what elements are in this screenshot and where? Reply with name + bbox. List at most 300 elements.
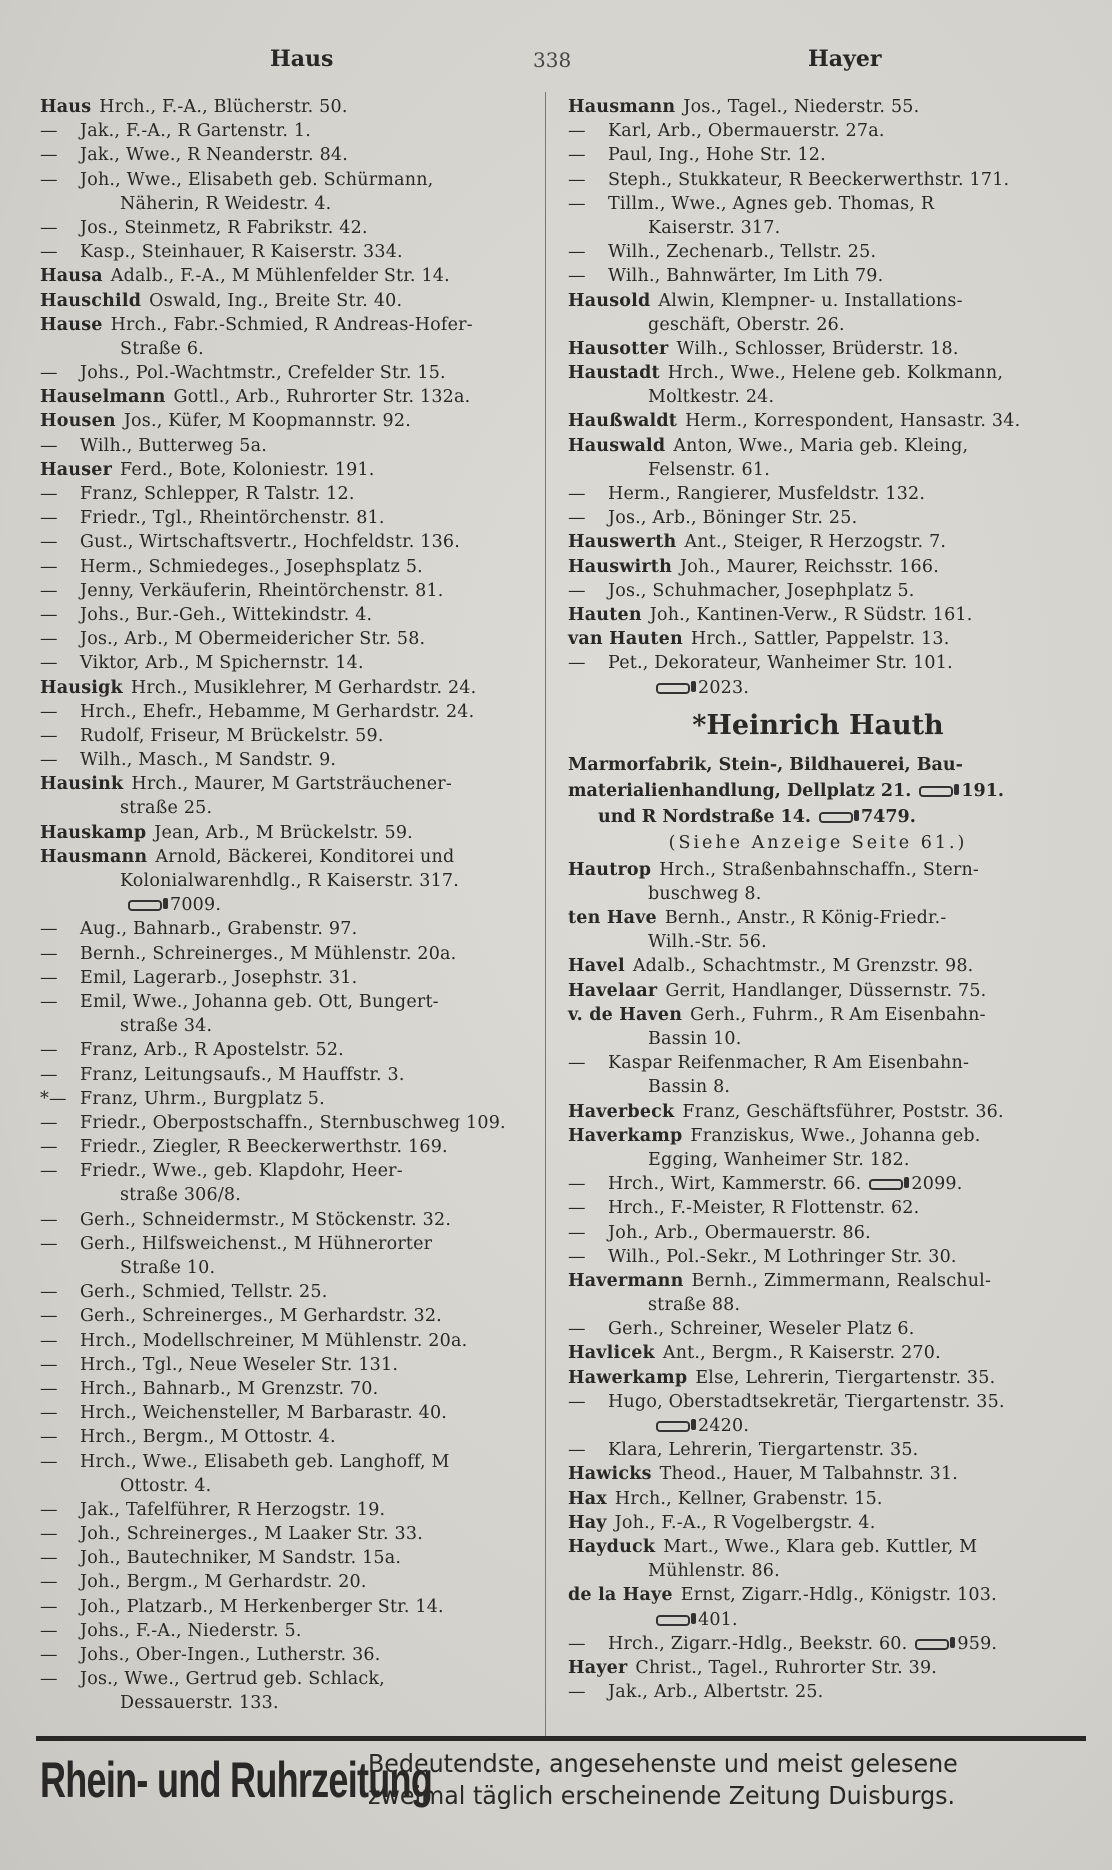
telephone-receiver-icon bbox=[656, 683, 690, 694]
entry-text: Else, Lehrerin, Tiergartenstr. 35. bbox=[695, 1367, 996, 1388]
directory-entry-line bbox=[568, 882, 1068, 906]
repeat-dash: — bbox=[40, 1451, 58, 1472]
entry-surname: v. de Haven bbox=[568, 1004, 683, 1025]
repeat-dash: — bbox=[40, 1403, 58, 1424]
directory-entry-line bbox=[40, 1038, 540, 1062]
entry-text: Ottostr. 4. bbox=[120, 1475, 212, 1496]
entry-text: Wilh., Masch., M Sandstr. 9. bbox=[80, 750, 337, 771]
directory-entry-line bbox=[40, 1087, 540, 1111]
entry-text: Mart., Wwe., Klara geb. Kuttler, M bbox=[663, 1536, 978, 1557]
directory-entry-line bbox=[568, 1051, 1068, 1075]
telephone-receiver-icon bbox=[656, 1615, 690, 1626]
entry-text: Mühlenstr. 86. bbox=[648, 1561, 780, 1582]
entry-text: Theod., Hauer, M Talbahnstr. 31. bbox=[659, 1464, 959, 1485]
directory-entry-line bbox=[40, 1450, 540, 1474]
entry-text: Bernh., Schreinerges., M Mühlenstr. 20a. bbox=[80, 943, 457, 964]
entry-text: Moltkestr. 24. bbox=[648, 387, 775, 408]
entry-surname: Hawerkamp bbox=[568, 1367, 688, 1388]
directory-entry-line bbox=[40, 1401, 540, 1425]
directory-entry-line bbox=[40, 1353, 540, 1377]
entry-text: Wilh., Butterweg 5a. bbox=[80, 435, 267, 456]
entry-text: Bassin 8. bbox=[648, 1077, 731, 1098]
entry-text: Christ., Tagel., Ruhrorter Str. 39. bbox=[635, 1657, 938, 1678]
directory-entry-line bbox=[40, 1595, 540, 1619]
directory-entry-line bbox=[40, 845, 540, 869]
telephone-receiver-icon bbox=[919, 786, 953, 797]
entry-text: Tillm., Wwe., Agnes geb. Thomas, R bbox=[608, 193, 935, 214]
repeat-dash: — bbox=[568, 1633, 586, 1654]
directory-entry-line bbox=[568, 1680, 1068, 1704]
directory-entry-line bbox=[568, 143, 1068, 167]
ad-phone: 191. bbox=[961, 780, 1004, 801]
directory-entry-line bbox=[568, 1608, 1068, 1632]
entry-text: geschäft, Oberstr. 26. bbox=[648, 314, 845, 335]
directory-entry-line bbox=[40, 966, 540, 990]
directory-entry-line bbox=[40, 1232, 540, 1256]
entry-text: Gerh., Schreiner, Weseler Platz 6. bbox=[608, 1319, 915, 1340]
entry-text: Hrch., Modellschreiner, M Mühlenstr. 20a. bbox=[80, 1330, 468, 1351]
directory-entry-line bbox=[568, 458, 1068, 482]
directory-entry-line bbox=[40, 1498, 540, 1522]
entry-text: Straße 6. bbox=[120, 338, 204, 359]
entry-text: Joh., F.-A., R Vogelbergstr. 4. bbox=[614, 1512, 876, 1533]
directory-entry-line bbox=[40, 1159, 540, 1183]
entry-surname: van Hauten bbox=[568, 629, 683, 650]
repeat-dash: — bbox=[40, 1524, 58, 1545]
directory-entry-line bbox=[40, 1425, 540, 1449]
entry-text: Joh., Platzarb., M Herkenberger Str. 14. bbox=[80, 1596, 444, 1617]
entry-surname: Hayer bbox=[568, 1657, 628, 1678]
right-column bbox=[568, 95, 1068, 1704]
directory-entry-line bbox=[40, 216, 540, 240]
directory-entry-line bbox=[40, 796, 540, 820]
entry-text: Näherin, R Weidestr. 4. bbox=[120, 193, 332, 214]
entry-text: Emil, Lagerarb., Josephstr. 31. bbox=[80, 967, 358, 988]
entry-text: Jak., Wwe., R Neanderstr. 84. bbox=[80, 145, 349, 166]
entry-surname: Havermann bbox=[568, 1270, 684, 1291]
entry-text: Franz, Schlepper, R Talstr. 12. bbox=[80, 484, 355, 504]
entry-text: Hrch., Wwe., Helene geb. Kolkmann, bbox=[667, 363, 1004, 384]
entry-surname: Hauschild bbox=[40, 290, 142, 311]
directory-entry-line bbox=[568, 979, 1068, 1003]
directory-entry-line bbox=[40, 482, 540, 506]
directory-entry-line bbox=[40, 289, 540, 313]
entry-surname: Hausmann bbox=[568, 97, 676, 117]
entry-text: Gottl., Arb., Ruhrorter Str. 132a. bbox=[173, 387, 471, 408]
entry-surname: Hayduck bbox=[568, 1536, 656, 1557]
directory-entry-line bbox=[568, 858, 1068, 882]
entry-text: Franziskus, Wwe., Johanna geb. bbox=[690, 1125, 981, 1146]
entry-text: Hrch., Maurer, M Gartsträuchener- bbox=[131, 774, 452, 795]
entry-text: straße 34. bbox=[120, 1016, 213, 1037]
directory-entry-line bbox=[40, 1135, 540, 1159]
directory-entry-line bbox=[568, 627, 1068, 651]
directory-entry-line bbox=[568, 168, 1068, 192]
repeat-dash: — bbox=[40, 1161, 58, 1182]
directory-entry-line bbox=[40, 942, 540, 966]
repeat-dash: — bbox=[568, 1053, 586, 1074]
repeat-dash: — bbox=[568, 1246, 586, 1267]
repeat-dash: — bbox=[568, 1440, 586, 1461]
entry-text: Hrch., Weichensteller, M Barbarastr. 40. bbox=[80, 1403, 448, 1424]
directory-entry-line bbox=[40, 1063, 540, 1087]
directory-entry-line bbox=[568, 1511, 1068, 1535]
directory-entry-line bbox=[568, 289, 1068, 313]
directory-entry-line bbox=[568, 1414, 1068, 1438]
entry-text: Wilh., Bahnwärter, Im Lith 79. bbox=[608, 266, 884, 287]
directory-entry-line bbox=[568, 651, 1068, 675]
directory-entry-line bbox=[40, 1522, 540, 1546]
right-column-entries-top bbox=[568, 95, 1068, 700]
directory-entry-line bbox=[40, 313, 540, 337]
repeat-dash: — bbox=[40, 169, 58, 190]
entry-text: Hrch., Straßenbahnschaffn., Stern- bbox=[659, 859, 980, 880]
directory-entry-line bbox=[40, 95, 540, 119]
directory-entry-line bbox=[40, 627, 540, 651]
entry-surname: Hautrop bbox=[568, 859, 652, 880]
entry-text: Franz, Uhrm., Burgplatz 5. bbox=[80, 1088, 325, 1109]
entry-text: Kaspar Reifenmacher, R Am Eisenbahn- bbox=[608, 1053, 970, 1074]
directory-entry-line bbox=[40, 143, 540, 167]
phone-number: 7009. bbox=[170, 895, 222, 916]
repeat-dash: — bbox=[40, 943, 58, 964]
telephone-receiver-icon bbox=[915, 1639, 949, 1650]
entry-text: Herm., Schmiedeges., Josephsplatz 5. bbox=[80, 556, 423, 577]
entry-text: Adalb., Schachtmstr., M Grenzstr. 98. bbox=[632, 956, 974, 977]
entry-text: Egging, Wanheimer Str. 182. bbox=[648, 1149, 910, 1170]
repeat-dash: — bbox=[568, 1319, 586, 1340]
directory-entry-line bbox=[568, 482, 1068, 506]
directory-entry-line bbox=[40, 603, 540, 627]
page-number: 338 bbox=[533, 48, 572, 72]
directory-entry-line bbox=[568, 434, 1068, 458]
entry-text: Hugo, Oberstadtsekretär, Tiergartenstr. 35. bbox=[608, 1391, 1005, 1412]
directory-entry-line bbox=[40, 1377, 540, 1401]
entry-surname: Haverkamp bbox=[568, 1125, 683, 1146]
directory-entry-line bbox=[40, 119, 540, 143]
newspaper-name: Rhein- und Ruhrzeitung bbox=[40, 1752, 433, 1808]
left-column bbox=[40, 95, 540, 1716]
telephone-receiver-icon bbox=[128, 900, 162, 911]
entry-text: Kolonialwarenhdlg., R Kaiserstr. 317. bbox=[120, 871, 460, 891]
phone-number: 401. bbox=[698, 1609, 738, 1630]
directory-entry-line bbox=[568, 1196, 1068, 1220]
entry-text: Herm., Korrespondent, Hansastr. 34. bbox=[685, 411, 1021, 432]
directory-entry-line bbox=[568, 676, 1068, 700]
repeat-dash: — bbox=[40, 217, 58, 238]
repeat-dash: — bbox=[40, 967, 58, 988]
entry-surname: Hausold bbox=[568, 290, 651, 311]
ad-title: *Heinrich Hauth bbox=[692, 709, 944, 741]
entry-text: Joh., Arb., Obermauerstr. 86. bbox=[608, 1222, 871, 1243]
right-running-head: Hayer bbox=[808, 46, 882, 72]
column-divider bbox=[545, 92, 546, 1737]
entry-surname: Havel bbox=[568, 956, 625, 977]
entry-text: Hrch., Sattler, Pappelstr. 13. bbox=[690, 629, 950, 650]
entry-text: Hrch., F.-Meister, R Flottenstr. 62. bbox=[608, 1198, 920, 1219]
directory-entry-line bbox=[40, 385, 540, 409]
directory-entry-line bbox=[40, 1691, 540, 1715]
repeat-dash: — bbox=[40, 1499, 58, 1520]
repeat-dash: — bbox=[40, 1378, 58, 1399]
entry-text: straße 306/8. bbox=[120, 1185, 242, 1206]
directory-entry-line bbox=[568, 409, 1068, 433]
entry-surname: Hauswirth bbox=[568, 556, 672, 577]
ad-text: materialienhandlung, Dellplatz 21. bbox=[568, 780, 912, 801]
directory-entry-line bbox=[40, 700, 540, 724]
directory-entry-line bbox=[40, 434, 540, 458]
directory-entry-line bbox=[40, 530, 540, 554]
ad-line bbox=[568, 804, 1068, 830]
directory-entry-line bbox=[568, 603, 1068, 627]
repeat-dash: — bbox=[40, 1596, 58, 1617]
directory-entry-line bbox=[40, 264, 540, 288]
directory-entry-line bbox=[40, 1304, 540, 1328]
directory-entry-line bbox=[40, 240, 540, 264]
entry-text: Joh., Bergm., M Gerhardstr. 20. bbox=[80, 1572, 367, 1593]
directory-entry-line bbox=[40, 555, 540, 579]
repeat-dash: — bbox=[40, 532, 58, 553]
repeat-dash: — bbox=[40, 121, 58, 142]
directory-entry-line bbox=[568, 1341, 1068, 1365]
phone-number: 959. bbox=[957, 1633, 998, 1654]
directory-entry-line bbox=[568, 1438, 1068, 1462]
directory-entry-line bbox=[40, 1546, 540, 1570]
repeat-dash: — bbox=[40, 991, 58, 1012]
entry-surname: Haußwaldt bbox=[568, 411, 678, 432]
repeat-dash: — bbox=[568, 508, 586, 529]
directory-entry-line bbox=[40, 1111, 540, 1135]
entry-text: Franz, Leitungsaufs., M Hauffstr. 3. bbox=[80, 1064, 405, 1085]
entry-text: Joh., Maurer, Reichsstr. 166. bbox=[680, 556, 939, 577]
left-running-head: Haus bbox=[270, 46, 334, 72]
directory-entry-line bbox=[40, 893, 540, 917]
entry-surname: Hauswald bbox=[568, 435, 666, 456]
directory-entry-line bbox=[40, 990, 540, 1014]
slogan-line: Bedeutendste, angesehenste und meist gelesene bbox=[368, 1749, 958, 1778]
entry-surname: Hax bbox=[568, 1488, 607, 1509]
ad-note: (Siehe Anzeige Seite 61.) bbox=[668, 832, 968, 853]
directory-entry-line bbox=[568, 313, 1068, 337]
directory-entry-line bbox=[568, 1269, 1068, 1293]
directory-entry-line bbox=[40, 917, 540, 941]
repeat-dash: — bbox=[40, 508, 58, 529]
entry-text: Kaiserstr. 317. bbox=[648, 217, 781, 238]
directory-entry-line bbox=[40, 772, 540, 796]
directory-entry-line bbox=[568, 906, 1068, 930]
ad-line bbox=[568, 778, 1068, 804]
repeat-dash: — bbox=[568, 1682, 586, 1703]
directory-entry-line bbox=[40, 192, 540, 216]
entry-text: Gerh., Schmied, Tellstr. 25. bbox=[80, 1282, 328, 1303]
entry-text: Adalb., F.-A., M Mühlenfelder Str. 14. bbox=[110, 266, 450, 287]
directory-entry-line bbox=[568, 506, 1068, 530]
entry-text: Johs., Bur.-Geh., Wittekindstr. 4. bbox=[80, 604, 373, 625]
entry-surname: Hausigk bbox=[40, 677, 123, 698]
directory-entry-line bbox=[40, 676, 540, 700]
entry-text: Oswald, Ing., Breite Str. 40. bbox=[149, 290, 403, 311]
repeat-dash: — bbox=[568, 1391, 586, 1412]
newspaper-slogan bbox=[368, 1748, 958, 1812]
directory-entry-line bbox=[40, 1329, 540, 1353]
entry-text: Hrch., Fabr.-Schmied, R Andreas-Hofer- bbox=[110, 314, 473, 335]
directory-entry-line bbox=[40, 168, 540, 192]
directory-entry-line bbox=[568, 1632, 1068, 1656]
entry-surname: ten Have bbox=[568, 908, 657, 929]
directory-entry-line bbox=[568, 1148, 1068, 1172]
directory-entry-line bbox=[568, 555, 1068, 579]
repeat-dash: — bbox=[568, 1174, 586, 1195]
ad-text: und R Nordstraße 14. bbox=[598, 806, 811, 827]
directory-entry-line bbox=[568, 1100, 1068, 1124]
entry-surname: Hausink bbox=[40, 774, 124, 795]
repeat-dash: — bbox=[40, 701, 58, 722]
repeat-dash: — bbox=[40, 1137, 58, 1158]
entry-text: buschweg 8. bbox=[648, 883, 762, 904]
directory-entry-line bbox=[40, 821, 540, 845]
entry-text: Felsenstr. 61. bbox=[648, 459, 770, 480]
directory-entry-line bbox=[568, 264, 1068, 288]
entry-text: Steph., Stukkateur, R Beeckerwerthstr. 171. bbox=[608, 169, 1010, 190]
repeat-dash: *— bbox=[40, 1088, 67, 1109]
entry-text: Joh., Kantinen-Verw., R Südstr. 161. bbox=[649, 604, 973, 625]
repeat-dash: — bbox=[40, 484, 58, 504]
entry-text: Franz, Geschäftsführer, Poststr. 36. bbox=[682, 1101, 1004, 1122]
repeat-dash: — bbox=[40, 363, 58, 384]
repeat-dash: — bbox=[568, 484, 586, 504]
entry-text: Gust., Wirtschaftsvertr., Hochfeldstr. 136. bbox=[80, 532, 461, 553]
entry-text: Alwin, Klempner- u. Installations- bbox=[658, 290, 963, 311]
entry-surname: Hauser bbox=[40, 459, 113, 480]
repeat-dash: — bbox=[40, 629, 58, 650]
entry-text: Friedr., Ziegler, R Beeckerwerthstr. 169. bbox=[80, 1137, 448, 1158]
telephone-receiver-icon bbox=[656, 1421, 690, 1432]
directory-entry-line bbox=[40, 337, 540, 361]
directory-entry-line bbox=[568, 930, 1068, 954]
directory-entry-line bbox=[568, 385, 1068, 409]
entry-text: Jos., Schuhmacher, Josephplatz 5. bbox=[608, 580, 915, 601]
directory-entry-line bbox=[568, 1293, 1068, 1317]
entry-text: Hrch., F.-A., Blücherstr. 50. bbox=[99, 97, 348, 117]
repeat-dash: — bbox=[40, 145, 58, 166]
repeat-dash: — bbox=[568, 169, 586, 190]
repeat-dash: — bbox=[40, 580, 58, 601]
entry-surname: Hausa bbox=[40, 266, 103, 287]
entry-surname: Hauselmann bbox=[40, 387, 166, 408]
entry-text: Friedr., Oberpostschaffn., Sternbuschweg 109. bbox=[80, 1112, 506, 1133]
repeat-dash: — bbox=[40, 1669, 58, 1690]
entry-text: Kasp., Steinhauer, R Kaiserstr. 334. bbox=[80, 242, 403, 263]
repeat-dash: — bbox=[40, 242, 58, 263]
entry-text: Gerh., Schneidermstr., M Stöckenstr. 32. bbox=[80, 1209, 452, 1230]
directory-entry-line bbox=[568, 1583, 1068, 1607]
entry-surname: Hausmann bbox=[40, 846, 148, 867]
directory-entry-line bbox=[568, 1390, 1068, 1414]
entry-surname: Haustadt bbox=[568, 363, 660, 384]
entry-text: Jos., Tagel., Niederstr. 55. bbox=[683, 97, 920, 117]
directory-entry-line bbox=[568, 1535, 1068, 1559]
directory-entry-line bbox=[40, 1280, 540, 1304]
directory-entry-line bbox=[568, 1487, 1068, 1511]
directory-entry-line bbox=[568, 361, 1068, 385]
directory-entry-line bbox=[568, 579, 1068, 603]
entry-surname: Hawicks bbox=[568, 1464, 652, 1485]
directory-entry-line bbox=[40, 506, 540, 530]
entry-text: Johs., F.-A., Niederstr. 5. bbox=[80, 1620, 302, 1641]
entry-text: Dessauerstr. 133. bbox=[120, 1693, 279, 1714]
ad-phone: 7479. bbox=[861, 806, 916, 827]
entry-surname: Hauskamp bbox=[40, 822, 147, 843]
entry-text: Ant., Steiger, R Herzogstr. 7. bbox=[684, 532, 947, 553]
repeat-dash: — bbox=[40, 1112, 58, 1133]
entry-text: Ant., Bergm., R Kaiserstr. 270. bbox=[662, 1343, 941, 1364]
entry-text: Joh., Bautechniker, M Sandstr. 15a. bbox=[80, 1548, 402, 1569]
directory-entry-line bbox=[568, 1075, 1068, 1099]
entry-text: Jak., F.-A., R Gartenstr. 1. bbox=[80, 121, 312, 142]
repeat-dash: — bbox=[40, 604, 58, 625]
entry-text: Hrch., Bahnarb., M Grenzstr. 70. bbox=[80, 1378, 379, 1399]
entry-text: Ernst, Zigarr.-Hdlg., Königstr. 103. bbox=[680, 1585, 997, 1606]
entry-text: straße 25. bbox=[120, 798, 213, 819]
entry-text: Hrch., Ehefr., Hebamme, M Gerhardstr. 24. bbox=[80, 701, 475, 722]
directory-entry-line bbox=[568, 954, 1068, 978]
repeat-dash: — bbox=[40, 1572, 58, 1593]
directory-entry-line bbox=[568, 1027, 1068, 1051]
directory-entry-line bbox=[40, 1208, 540, 1232]
repeat-dash: — bbox=[40, 435, 58, 456]
directory-entry-line bbox=[568, 530, 1068, 554]
repeat-dash: — bbox=[40, 1209, 58, 1230]
directory-entry-line bbox=[568, 216, 1068, 240]
entry-text: Gerh., Hilfsweichenst., M Hühnerorter bbox=[80, 1233, 433, 1254]
directory-entry-line bbox=[40, 361, 540, 385]
entry-text: Hrch., Zigarr.-Hdlg., Beekstr. 60. bbox=[608, 1633, 908, 1654]
entry-surname: Hause bbox=[40, 314, 103, 335]
slogan-line: zweimal täglich erscheinende Zeitung Duisburgs. bbox=[368, 1781, 956, 1810]
directory-entry-line bbox=[40, 1570, 540, 1594]
directory-entry-line bbox=[568, 1366, 1068, 1390]
directory-entry-line bbox=[40, 1014, 540, 1038]
directory-entry-line bbox=[568, 1245, 1068, 1269]
entry-text: Arnold, Bäckerei, Konditorei und bbox=[155, 846, 455, 867]
repeat-dash: — bbox=[568, 145, 586, 166]
entry-text: Aug., Bahnarb., Grabenstr. 97. bbox=[80, 919, 358, 940]
entry-text: Joh., Schreinerges., M Laaker Str. 33. bbox=[80, 1524, 423, 1545]
entry-text: Hrch., Wwe., Elisabeth geb. Langhoff, M bbox=[80, 1451, 450, 1472]
repeat-dash: — bbox=[568, 193, 586, 214]
repeat-dash: — bbox=[568, 653, 586, 674]
directory-entry-line bbox=[568, 1172, 1068, 1196]
entry-text: Joh., Wwe., Elisabeth geb. Schürmann, bbox=[80, 169, 434, 190]
directory-entry-line bbox=[40, 1643, 540, 1667]
entry-text: Viktor, Arb., M Spichernstr. 14. bbox=[80, 653, 364, 674]
entry-text: Wilh., Schlosser, Brüderstr. 18. bbox=[676, 338, 959, 359]
entry-text: Friedr., Tgl., Rheintörchenstr. 81. bbox=[80, 508, 385, 529]
directory-entry-line bbox=[40, 748, 540, 772]
entry-surname: Havlicek bbox=[568, 1343, 655, 1364]
entry-text: Paul, Ing., Hohe Str. 12. bbox=[608, 145, 826, 166]
entry-text: Bernh., Zimmermann, Realschul- bbox=[691, 1270, 992, 1291]
entry-surname: Hausotter bbox=[568, 338, 669, 359]
directory-entry-line bbox=[568, 337, 1068, 361]
entry-text: Wilh.-Str. 56. bbox=[648, 932, 767, 953]
repeat-dash: — bbox=[40, 1645, 58, 1665]
entry-text: Hrch., Wirt, Kammerstr. 66. bbox=[608, 1174, 862, 1195]
phone-number: 2023. bbox=[698, 677, 750, 698]
right-column-entries-bottom bbox=[568, 858, 1068, 1705]
entry-surname: Housen bbox=[40, 411, 116, 432]
entry-text: Jean, Arb., M Brückelstr. 59. bbox=[154, 822, 413, 843]
